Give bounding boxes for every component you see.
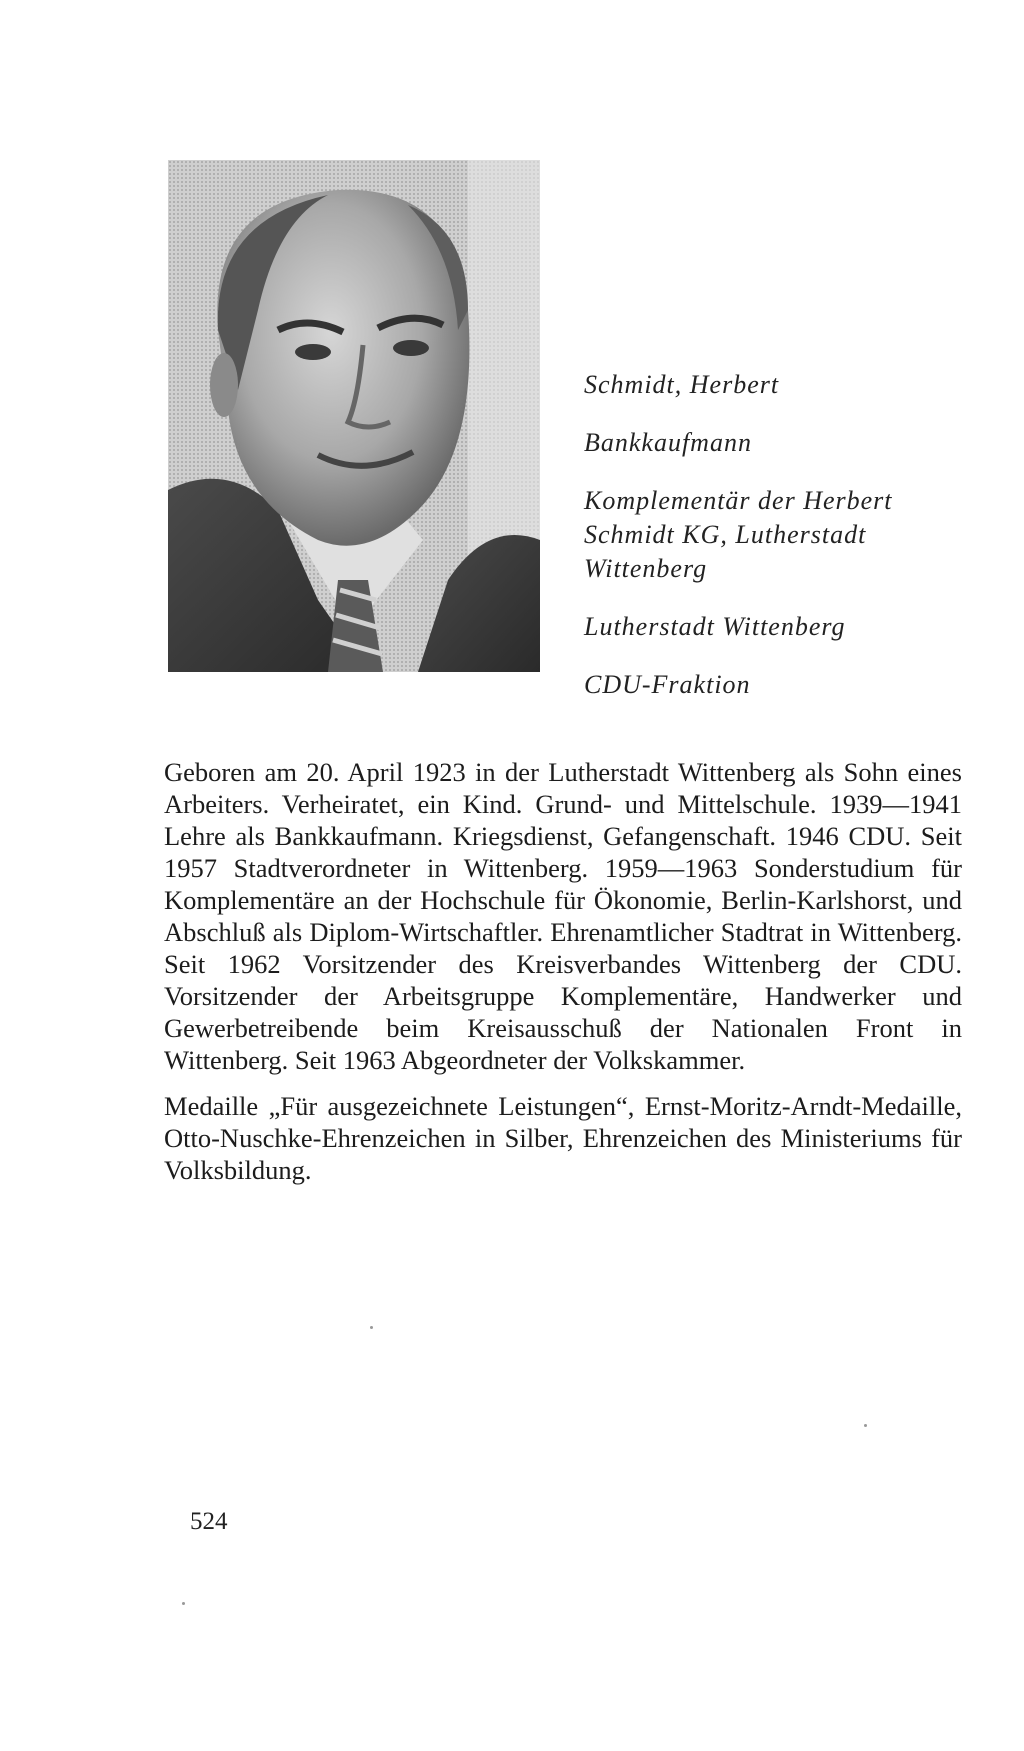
- biography-text: [164, 756, 962, 1186]
- position-line: Schmidt KG, Lutherstadt: [584, 520, 867, 549]
- profession: Bankkaufmann: [584, 428, 752, 457]
- portrait-photo: [168, 160, 540, 672]
- position-line: Komplementär der Herbert: [584, 486, 893, 515]
- faction: CDU-Fraktion: [584, 670, 751, 699]
- position-line: Wittenberg: [584, 554, 708, 583]
- print-speck: [370, 1326, 373, 1329]
- constituency: Lutherstadt Wittenberg: [584, 612, 846, 641]
- awards-paragraph: Medaille „Für ausgezeichnete Leistungen“, Ernst-Moritz-Arndt-Medaille, Otto-Nuschke-Ehrenzeichen in Silber, Ehrenzeichen des Ministeriums für Volksbildung.: [164, 1091, 962, 1185]
- biography-caption: [584, 368, 984, 702]
- biography-paragraph: Geboren am 20. April 1923 in der Lutherstadt Wittenberg als Sohn eines Arbeiters. Verheiratet, ein Kind. Grund- und Mittelschule. 1939—1941 Lehre als Bankkaufmann. Kriegsdienst, Gefangenschaft. 1946 CDU. Seit 1957 Stadtverordneter in Wittenberg. 1959—1963 Sonderstudium für Komplementäre an der Hochschule für Ökonomie, Berlin-Karlshorst, und Abschluß als Diplom-Wirtschaftler. Ehrenamtlicher Stadtrat in Wittenberg. Seit 1962 Vorsitzender des Kreisverbandes Wittenberg der CDU. Vorsitzender der Arbeitsgruppe Komplementäre, Handwerker und Gewerbetreibende beim Kreisausschuß der Nationalen Front in Wittenberg. Seit 1963 Abgeordneter der Volkskammer.: [164, 757, 962, 1075]
- person-name: Schmidt, Herbert: [584, 370, 780, 399]
- position: [584, 484, 984, 586]
- print-speck: [182, 1602, 185, 1605]
- print-speck: [864, 1424, 867, 1427]
- page-number: 524: [190, 1508, 228, 1535]
